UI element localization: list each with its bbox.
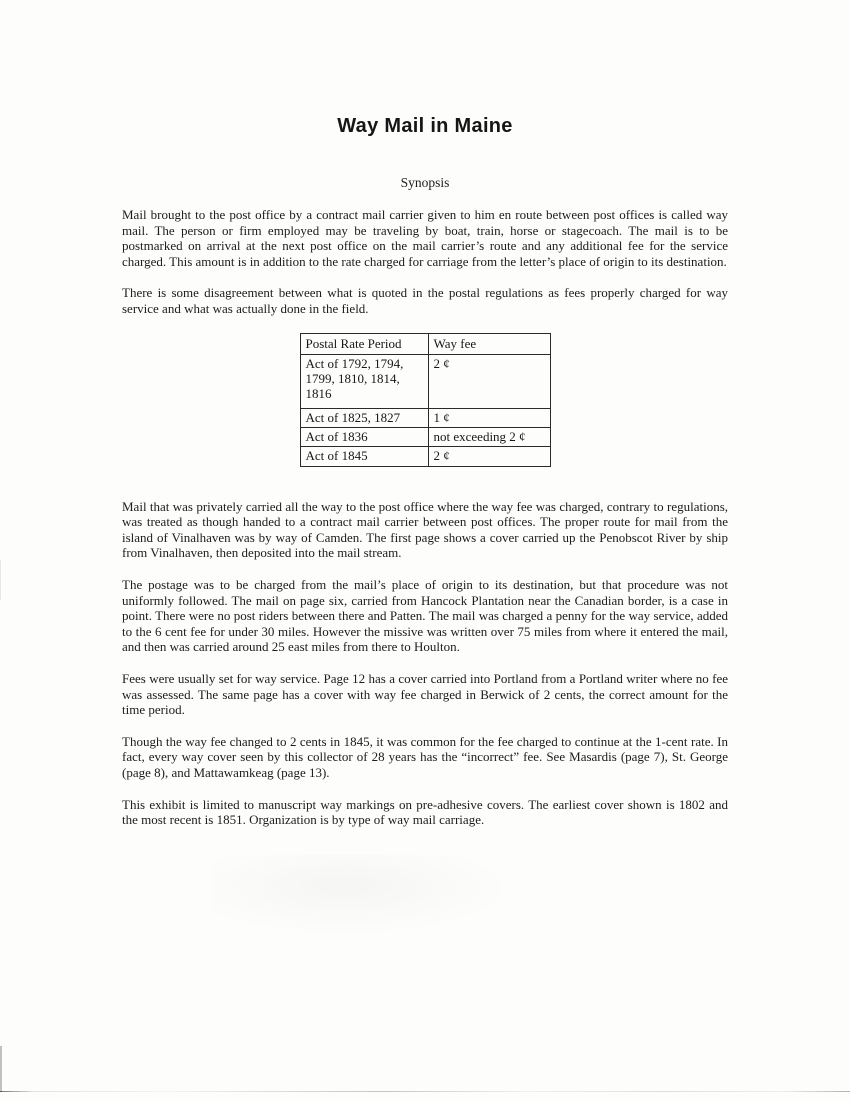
table-row	[300, 428, 550, 447]
scan-line-artifact	[0, 1091, 850, 1092]
table-row	[300, 408, 550, 427]
paragraph-disagreement: There is some disagreement between what is quoted in the postal regulations as fees properly charged for way service and what was actually done in the field.	[122, 285, 728, 316]
scan-edge-artifact	[0, 1046, 2, 1092]
paragraph-fee-change: Though the way fee changed to 2 cents in 1845, it was common for the fee charged to continue at the 1-cent rate. In fact, every way cover seen by this collector of 28 years has the “incorrect” fee. See Masardis (page 7), St. George (page 8), and Mattawamkeag (page 13).	[122, 733, 728, 780]
table-row	[300, 447, 550, 466]
cell-period: Act of 1845	[300, 447, 428, 466]
scan-smudge-artifact	[210, 855, 510, 935]
cell-period: Act of 1792, 1794, 1799, 1810, 1814, 1816	[300, 354, 428, 408]
table-row	[300, 354, 550, 408]
cell-fee: 1 ¢	[428, 408, 550, 427]
postal-rate-table	[300, 333, 551, 467]
cell-fee: 2 ¢	[428, 354, 550, 408]
synopsis-heading: Synopsis	[400, 175, 450, 190]
cell-period: Act of 1825, 1827	[300, 408, 428, 427]
table-header-row	[300, 333, 550, 354]
scan-edge-artifact	[0, 560, 1, 600]
column-header-way-fee: Way fee	[428, 333, 550, 354]
paragraph-postage-charging: The postage was to be charged from the mail’s place of origin to its destination, but that procedure was not uniformly followed. The mail on page six, carried from Hancock Plantation near the Canadian border, is a case in point. There were no post riders between there and Patten. The mail was charged a penny for the way service, added to the 6 cent fee for under 30 miles. However the missive was written over 75 miles from where it entered the mail, and then was carried around 25 east miles from there to Houlton.	[122, 577, 728, 655]
paragraph-exhibit-scope: This exhibit is limited to manuscript way markings on pre-adhesive covers. The earliest cover shown is 1802 and the most recent is 1851. Organization is by type of way mail carriage.	[122, 796, 728, 828]
page-title: Way Mail in Maine	[337, 115, 513, 137]
column-header-postal-rate-period: Postal Rate Period	[300, 333, 428, 354]
paragraph-fees-set: Fees were usually set for way service. Page 12 has a cover carried into Portland from a Portland writer where no fee was assessed. The same page has a cover with way fee charged in Berwick of 2 cents, the correct amount for the time period.	[122, 670, 728, 718]
paragraph-private-carriage: Mail that was privately carried all the way to the post office where the way fee was charged, contrary to regulations, was treated as though handed to a contract mail carrier between post offices. The proper route for mail from the island of Vinalhaven was by way of Camden. The first page shows a cover carried up the Penobscot River by ship from Vinalhaven, then deposited into the mail stream.	[122, 498, 728, 561]
paragraph-intro: Mail brought to the post office by a contract mail carrier given to him en route between post offices is called way mail. The person or firm employed may be traveling by boat, train, horse or stagecoach. The mail is to be postmarked on arrival at the next post office on the mail carrier’s route and any additional fee for the service charged. This amount is in addition to the rate charged for carriage from the letter’s place of origin to its destination.	[122, 207, 728, 269]
cell-fee: not exceeding 2 ¢	[428, 428, 550, 447]
cell-period: Act of 1836	[300, 428, 428, 447]
cell-fee: 2 ¢	[428, 447, 550, 466]
document-body	[122, 207, 728, 828]
